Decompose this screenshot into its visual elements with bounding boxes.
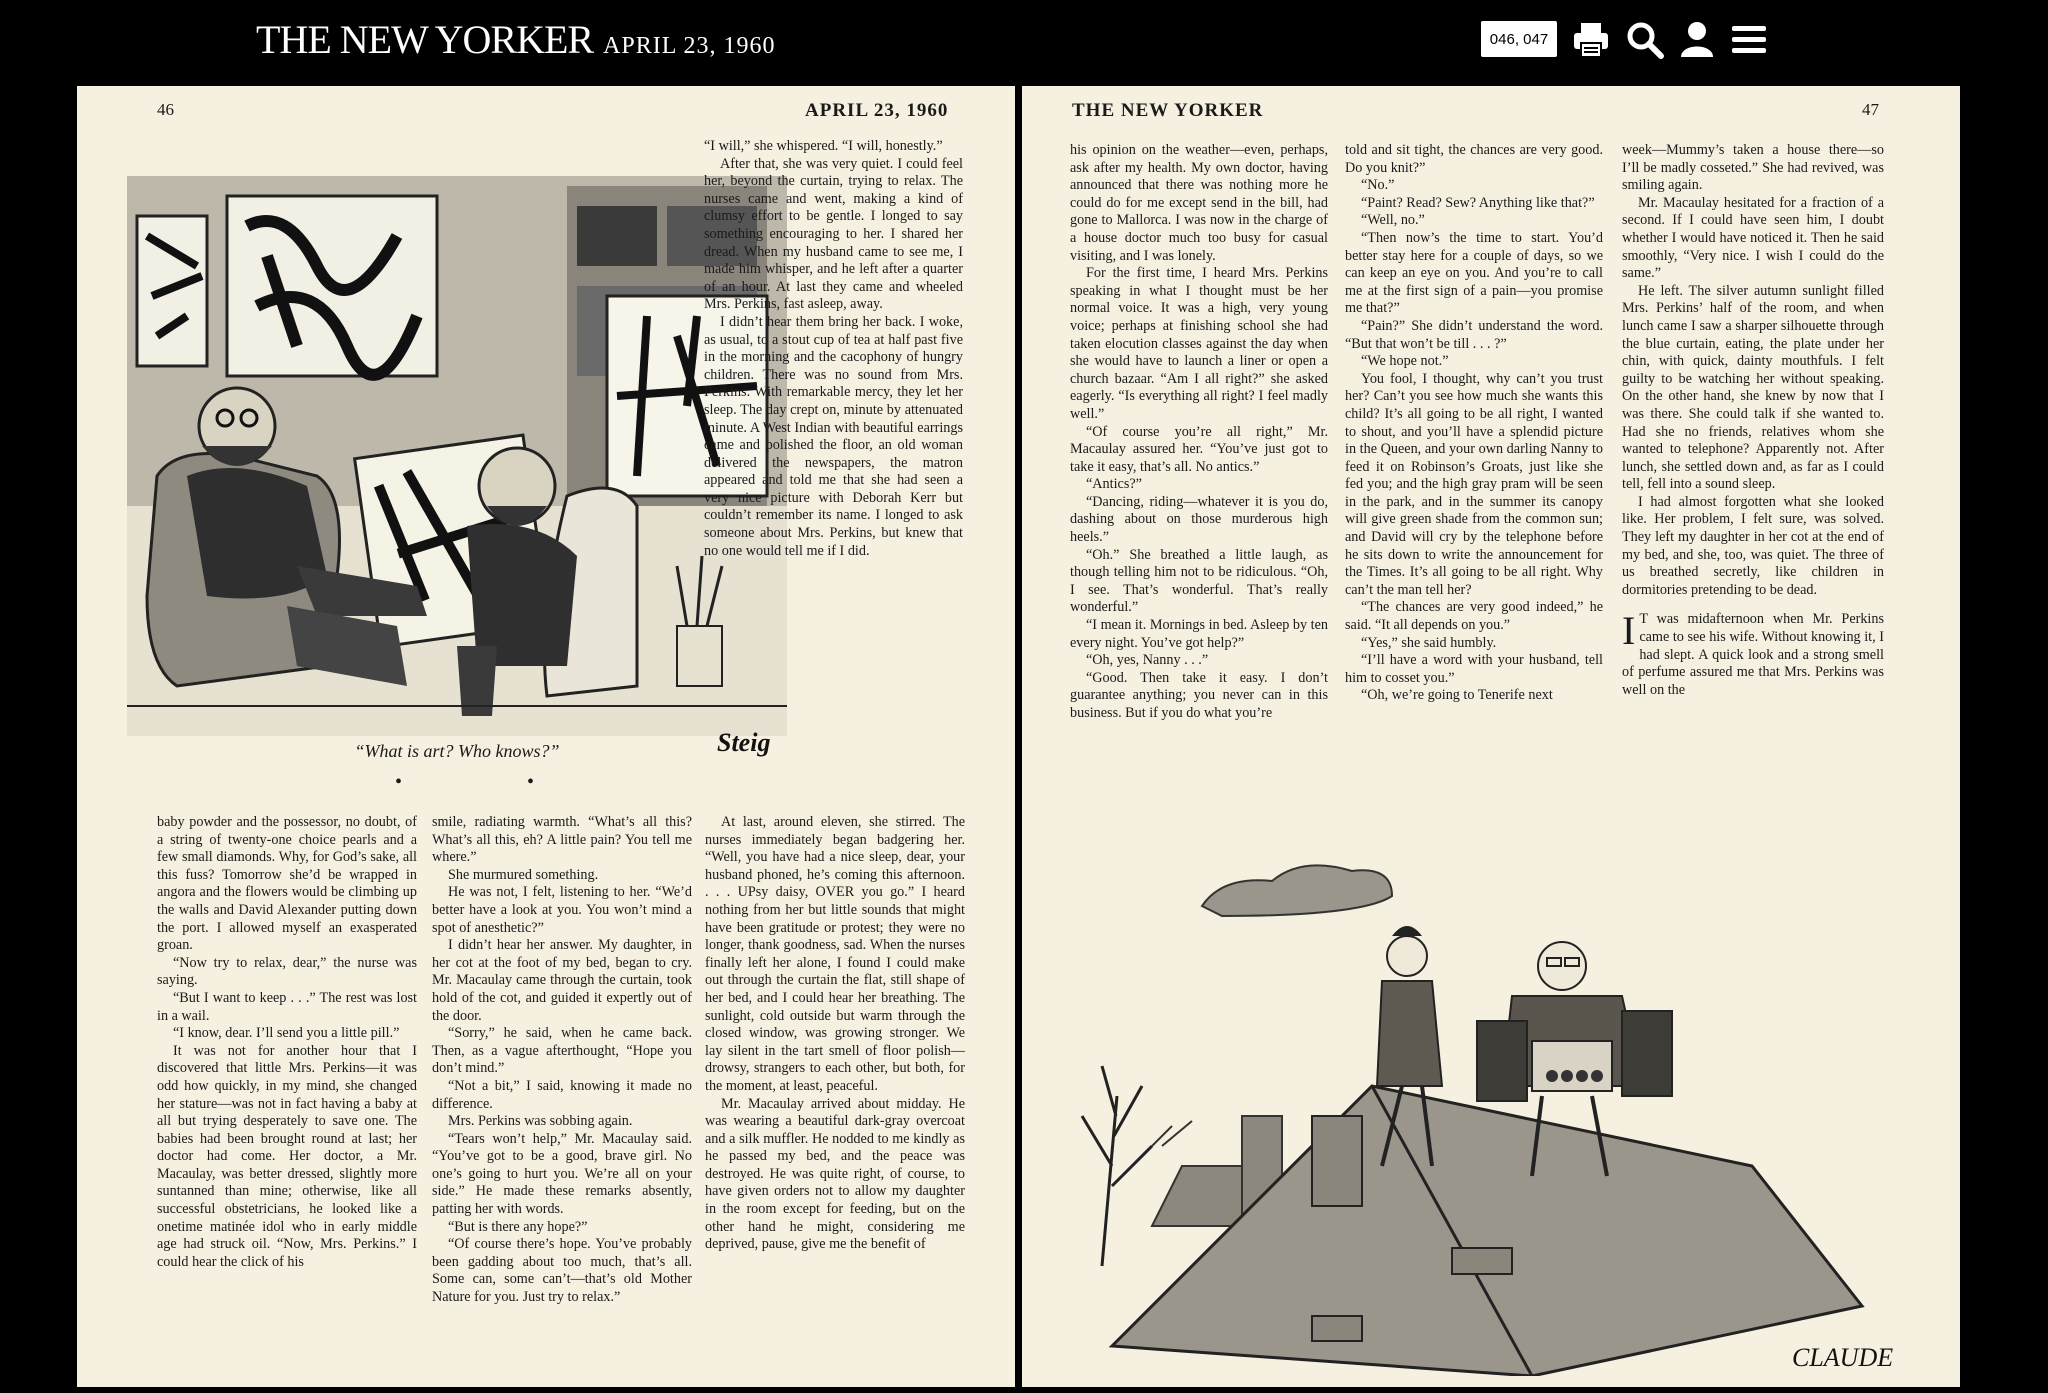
- magazine-spread: [77, 86, 1960, 1387]
- paragraph: “But I want to keep . . .” The rest was lost in a wail.: [157, 989, 417, 1024]
- page-indicator[interactable]: 046, 047: [1481, 21, 1557, 57]
- paragraph: “Oh, we’re going to Tenerife next: [1361, 687, 1553, 704]
- paragraph: “Pain?” She didn’t understand the word. “But that won’t be till . . . ?”: [1345, 317, 1603, 352]
- print-icon[interactable]: [1570, 19, 1612, 61]
- menu-icon[interactable]: [1728, 19, 1770, 61]
- paragraph: “Oh.” She breathed a little laugh, as though telling him not to be ridiculous. “Oh, I see. That’s wonderful. That’s really wonderful.”: [1070, 546, 1328, 616]
- paragraph: “Of course there’s hope. You’ve probably been gadding about too much, that’s all. Some can, some can’t—that’s old Mother Nature for you. Just try to relax.”: [432, 1236, 692, 1306]
- section-start-paragraph: [1622, 608, 1884, 699]
- paragraph: week—Mummy’s taken a house there—so I’ll be madly cosseted.” She had revived, was smiling again.: [1622, 142, 1884, 194]
- paragraph: I didn’t hear her answer. My daughter, in her cot at the foot of my bed, began to cry. Mr. Macaulay came through the curtain, took hold of the cot, and guided it expertly out of the door.: [432, 937, 692, 1024]
- paragraph: “Yes,” she said humbly.: [1361, 634, 1497, 651]
- cartoon-signature: Steig: [717, 728, 771, 757]
- page-number: 47: [1862, 100, 1879, 119]
- paragraph: You fool, I thought, why can’t you trust her? Can’t you see how much she wants this child? It’s all going to be all right, I wanted to shout, and you’ll have a splendid picture in the Queen, and your own darling Nanny to feed it on Robinson’s Groats, just like she fed you; and the high gray pram will be seen in the park, and in the summer its canopy will give green shade from the common sun; and David will cry by the telephone before he sits down to write the announcement for the Times. It’s all going to be all right. Why can’t the man tell her?: [1345, 370, 1603, 598]
- paragraph: “Of course you’re all right,” Mr. Macaulay assured her. “You’ve just got to take it easy, that’s all. No antics.”: [1070, 423, 1328, 475]
- site-logo[interactable]: THE NEW YORKER: [256, 17, 594, 62]
- right-page: [1022, 86, 1960, 1387]
- paragraph: told and sit tight, the chances are very good. Do you knit?”: [1345, 142, 1603, 176]
- paragraph: “No.”: [1361, 177, 1395, 194]
- left-page: [77, 86, 1015, 1387]
- paragraph: “Well, no.”: [1361, 212, 1425, 229]
- paragraph: “Not a bit,” I said, knowing it made no difference.: [432, 1077, 692, 1112]
- drop-cap: I: [1622, 608, 1636, 654]
- section-dots: • •: [395, 771, 595, 793]
- column-bottom-3: [705, 814, 965, 1254]
- user-icon[interactable]: [1676, 19, 1718, 61]
- page-number: 46: [157, 100, 174, 119]
- rooftop-cartoon-illustration: [1062, 786, 1932, 1376]
- paragraph: “The chances are very good indeed,” he said. “It all depends on you.”: [1345, 599, 1603, 634]
- paragraph: Mr. Macaulay hesitated for a fraction of a second. If I could have seen him, I doubt whether I would have noticed it. Then he said smoothly, “Very nice. I wish I could do the same.”: [1622, 194, 1884, 282]
- paragraph: “Then now’s the time to start. You’d better stay here for a couple of days, so we can keep an eye on you. And you’re to call me at the first sign of a pain—you promise me that?”: [1345, 229, 1603, 317]
- paragraph: I had almost forgotten what she looked like. Her problem, I felt sure, was solved. They left my daughter in her cot at the end of my bed, and she, too, was quiet. The three of us breathed secretly, like children in dormitories pretending to be dead.: [1622, 493, 1884, 598]
- paragraph: “But is there any hope?”: [448, 1218, 588, 1235]
- brand[interactable]: [256, 16, 776, 63]
- section-text: T was midafternoon when Mr. Perkins came to see his wife. Without knowing it, I had slept. A quick look and a strong smell of perfume assured me that Mrs. Perkins was well on the: [1622, 611, 1884, 698]
- paragraph: “Dancing, riding—whatever it is you do, dashing about on those murderous high heels.”: [1070, 493, 1328, 546]
- paragraph: At last, around eleven, she stirred. The nurses immediately began badgering her. “Well, you have had a nice sleep, dear, your husband phoned, he’s coming this afternoon. . . . UPsy daisy, OVER you go.” I heard nothing from her but little sounds that might have been gratitude or protest; they were no longer, thank goodness, sad. When the nurses finally left her alone, I found I could make out through the curtain the flat, still shape of her bed, and I could hear her breathing. The sunlight, cold outside but warm through the closed window, was growing stronger. We lay silent in the tart smell of floor polish—drowsy, strangers to each other, but both, for the moment, at least, peaceful.: [705, 814, 965, 1094]
- paragraph: He left. The silver autumn sunlight filled Mrs. Perkins’ half of the room, and when lunch came I saw a sharper silhouette through the blue curtain, eating, the plate under her chin, with quick, dainty mouthfuls. I felt guilty to be watching her without speaking. On the other hand, she knew by now that I was there. She could talk if she wanted to. Had she no friends, relatives whom she wanted to telephone? Apparently not. After lunch, she settled down and, as far as I could tell, fell into a sound sleep.: [1622, 282, 1884, 493]
- paragraph: For the first time, I heard Mrs. Perkins speaking in what I thought must be her normal voice. It was a high, very young voice; perhaps at finishing school she had taken elocution classes against the day when she would have to launch a liner or open a church bazaar. “Am I all right?” she asked eagerly. “Is everything all right? I feel madly well.”: [1070, 265, 1328, 422]
- art-cartoon-illustration: [117, 146, 797, 776]
- paragraph: “Tears won’t help,” Mr. Macaulay said. “You’ve got to be a good, brave girl. No one’s going to hurt you. We’re all on your side.” He made these remarks absently, patting her with words.: [432, 1130, 692, 1218]
- column-1: [1070, 142, 1328, 723]
- column-2: [1345, 142, 1603, 705]
- paragraph: “Antics?”: [1086, 476, 1142, 493]
- paragraph: smile, radiating warmth. “What’s all this? What’s all this, eh? A little pain? You tell me where.”: [432, 814, 692, 866]
- paragraph: “Oh, yes, Nanny . . .”: [1086, 652, 1209, 669]
- paragraph: “I will,” she whispered. “I will, honestly.”: [704, 138, 943, 154]
- paragraph: It was not for another hour that I discovered that little Mrs. Perkins—it was odd how quickly, in my mind, she changed her stature—was not in fact having a baby at all but trying desperately to save one. The babies had been brought round at last; her doctor had come. Her doctor, a Mr. Macaulay, was better dressed, slightly more suntanned than mine; otherwise, like all successful obstetricians, he looked like a onetime matinée idol who in early middle age had struck oil. “Now, Mrs. Perkins.” I could hear the click of his: [157, 1042, 417, 1270]
- paragraph: “I’ll have a word with your husband, tell him to cosset you.”: [1345, 652, 1603, 686]
- paragraph: Mr. Macaulay arrived about midday. He was wearing a beautiful dark-gray overcoat and a silk muffler. He nodded to me kindly as he passed my bed, and the peace was destroyed. He was quite right, of course, to have given orders not to allow my daughter in the room except for feeding, but on the other hand he might, considering me deprived, pause, give me the benefit of: [705, 1095, 965, 1253]
- paragraph: baby powder and the possessor, no doubt, of a string of twenty-one choice pearls and a few small diamonds. Why, for God’s sake, all this fuss? Tomorrow she’d be wrapped in angora and the flowers would be climbing up the walls and David Alexander putting down the port. I allowed myself an exasperated groan.: [157, 814, 417, 954]
- paragraph: He was not, I felt, listening to her. “We’d better have a look at you. You won’t mind a spot of anesthetic?”: [432, 884, 692, 936]
- search-icon[interactable]: [1624, 19, 1666, 61]
- running-head: THE NEW YORKER: [1072, 100, 1264, 121]
- paragraph: “We hope not.”: [1361, 353, 1449, 370]
- paragraph: “Sorry,” he said, when he came back. Then, as a vague afterthought, “Hope you don’t mind.”: [432, 1025, 692, 1077]
- paragraph: “I know, dear. I’ll send you a little pill.”: [173, 1025, 400, 1042]
- paragraph: his opinion on the weather—even, perhaps, ask after my health. My own doctor, having announced that there was nothing more he could do for me except send in the bill, had gone to Mallorca. I was now in the charge of a house doctor much too busy for casual visiting, and I was lonely.: [1070, 142, 1328, 264]
- running-head: APRIL 23, 1960: [805, 100, 949, 121]
- issue-date: APRIL 23, 1960: [603, 33, 776, 59]
- cartoon-caption: “What is art? Who knows?”: [354, 741, 560, 761]
- paragraph: “Good. Then take it easy. I don’t guarantee anything; you never can in this business. But if you do what you’re: [1070, 669, 1328, 721]
- cartoon-signature: CLAUDE: [1792, 1343, 1894, 1372]
- paragraph: Mrs. Perkins was sobbing again.: [448, 1113, 633, 1130]
- paragraph: “I mean it. Mornings in bed. Asleep by ten every night. You’ve got help?”: [1070, 617, 1328, 651]
- column-top-right: [704, 138, 963, 560]
- paragraph: “Now try to relax, dear,” the nurse was saying.: [157, 954, 417, 989]
- top-bar: [0, 0, 2048, 86]
- column-bottom-1: [157, 814, 417, 1271]
- paragraph: After that, she was very quiet. I could feel her, beyond the curtain, trying to relax. The nurses came and went, making a kind of clumsy effort to be gentle. I longed to say something encouraging to her. I shared her dread. When my husband came to see me, I made him whisper, and he left after a quarter of an hour. At last they came and wheeled Mrs. Perkins, fast asleep, away.: [704, 155, 963, 313]
- paragraph: “Paint? Read? Sew? Anything like that?”: [1361, 194, 1595, 211]
- column-bottom-2: [432, 814, 692, 1307]
- paragraph: She murmured something.: [448, 866, 599, 883]
- column-3: [1622, 142, 1884, 699]
- paragraph: I didn’t hear them bring her back. I woke, as usual, to a stout cup of tea at half past five in the morning and the cacophony of hungry children. There was no sound from Mrs. Perkins. With remarkable mercy, they let her sleep. The day crept on, minute by attenuated minute. A West Indian with beautiful earrings came and polished the floor, an old woman delivered the newspapers, the matron appeared and told me that she had seen a very nice picture with Deborah Kerr but couldn’t remember its name. I longed to ask someone about Mrs. Perkins, but knew that no one would tell me if I did.: [704, 313, 963, 559]
